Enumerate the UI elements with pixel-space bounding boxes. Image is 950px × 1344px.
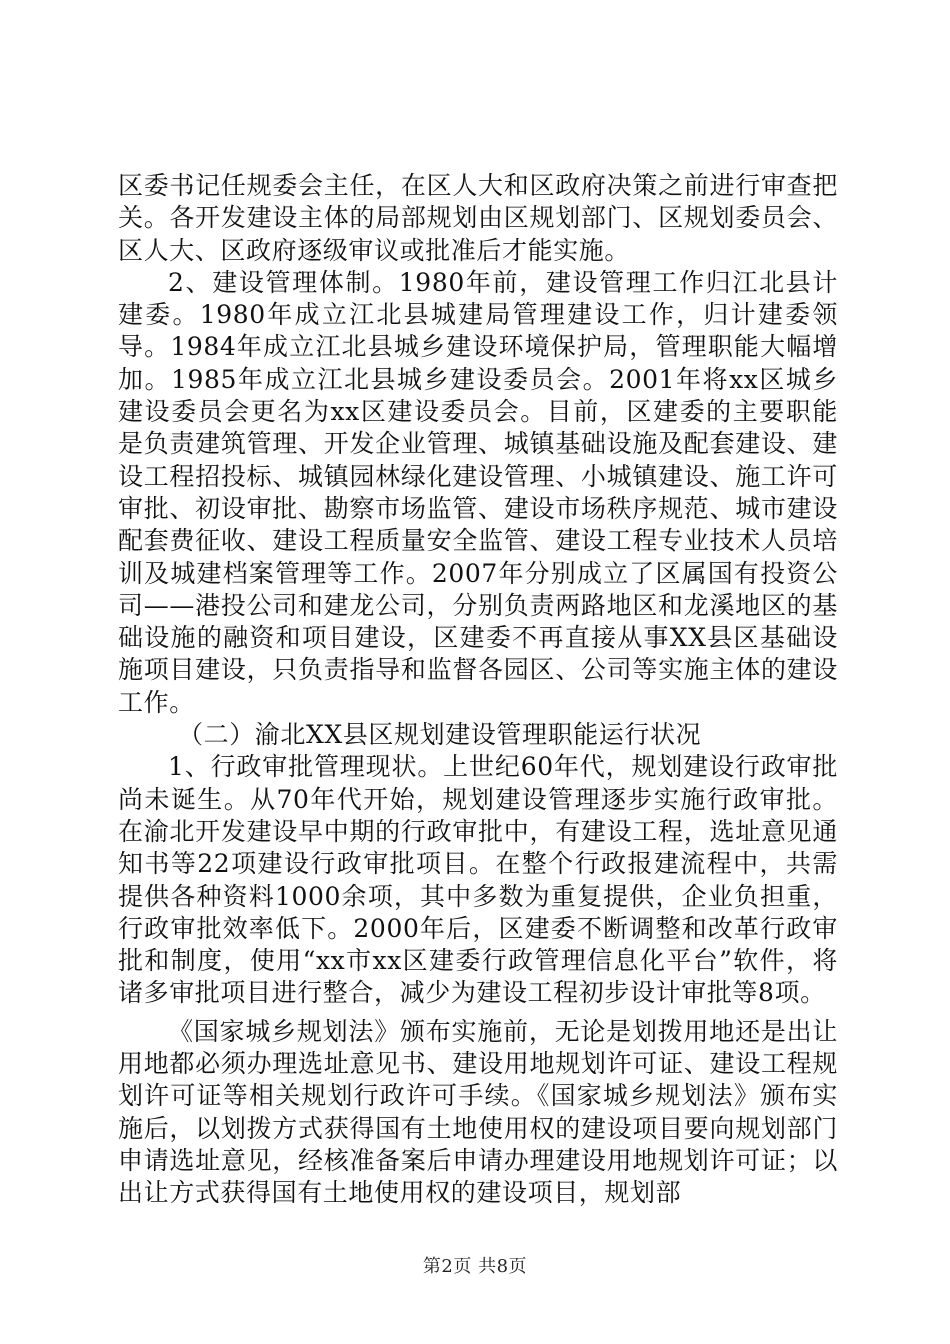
paragraph-admin-approval: 1、行政审批管理现状。上世纪60年代，规划建设行政审批尚未诞生。从70年代开始，规划建设管理逐步实施行政审批。在渝北开发建设早中期的行政审批中，有建设工程，选址意见通知书等22项建设行政审批项目。在整个行政报建流程中，共需提供各种资料1000余项，其中多数为重复提供，企业负担重，行政审批效率低下。2000年后，区建委不断调整和改革行政审批和制度，使用“xx市xx区建委行政管理信息化平台”软件，将诸多审批项目进行整合，减少为建设工程初步设计审批等8项。 <box>118 752 838 1008</box>
document-body <box>118 170 838 1210</box>
page-number-footer: 第2页 共8页 <box>422 1256 528 1277</box>
section-heading: （二）渝北XX县区规划建设管理职能运行状况 <box>178 720 702 750</box>
paragraph-planning-law: 《国家城乡规划法》颁布实施前，无论是划拨用地还是出让用地都必须办理选址意见书、建设用地规划许可证、建设工程规划许可证等相关规划行政许可手续。《国家城乡规划法》颁布实施后，以划拨方式获得国有土地使用权的建设项目要向规划部门申请选址意见，经核准备案后申请办理建设用地规划许可证；以出让方式获得国有土地使用权的建设项目，规划部 <box>118 1016 838 1208</box>
paragraph-construction-management: 2、建设管理体制。1980年前，建设管理工作归江北县计建委。1980年成立江北县城建局管理建设工作，归计建委领导。1984年成立江北县城乡建设环境保护局，管理职能大幅增加。1985年成立江北县城乡建设委员会。2001年将xx区城乡建设委员会更名为xx区建设委员会。目前，区建委的主要职能是负责建筑管理、开发企业管理、城镇基础设施及配套建设、建设工程招投标、城镇园林绿化建设管理、小城镇建设、施工许可审批、初设审批、勘察市场监管、建设市场秩序规范、城市建设配套费征收、建设工程质量安全监管、建设工程专业技术人员培训及城建档案管理等工作。2007年分别成立了区属国有投资公司——港投公司和建龙公司，分别负责两路地区和龙溪地区的基础设施的融资和项目建设，区建委不再直接从事XX县区基础设施项目建设，只负责指导和监督各园区、公司等实施主体的建设工作。 <box>118 267 838 717</box>
paragraph-planning-review: 区委书记任规委会主任，在区人大和区政府决策之前进行审查把关。各开发建设主体的局部规划由区规划部门、区规划委员会、区人大、区政府逐级审议或批准后才能实施。 <box>118 171 838 265</box>
